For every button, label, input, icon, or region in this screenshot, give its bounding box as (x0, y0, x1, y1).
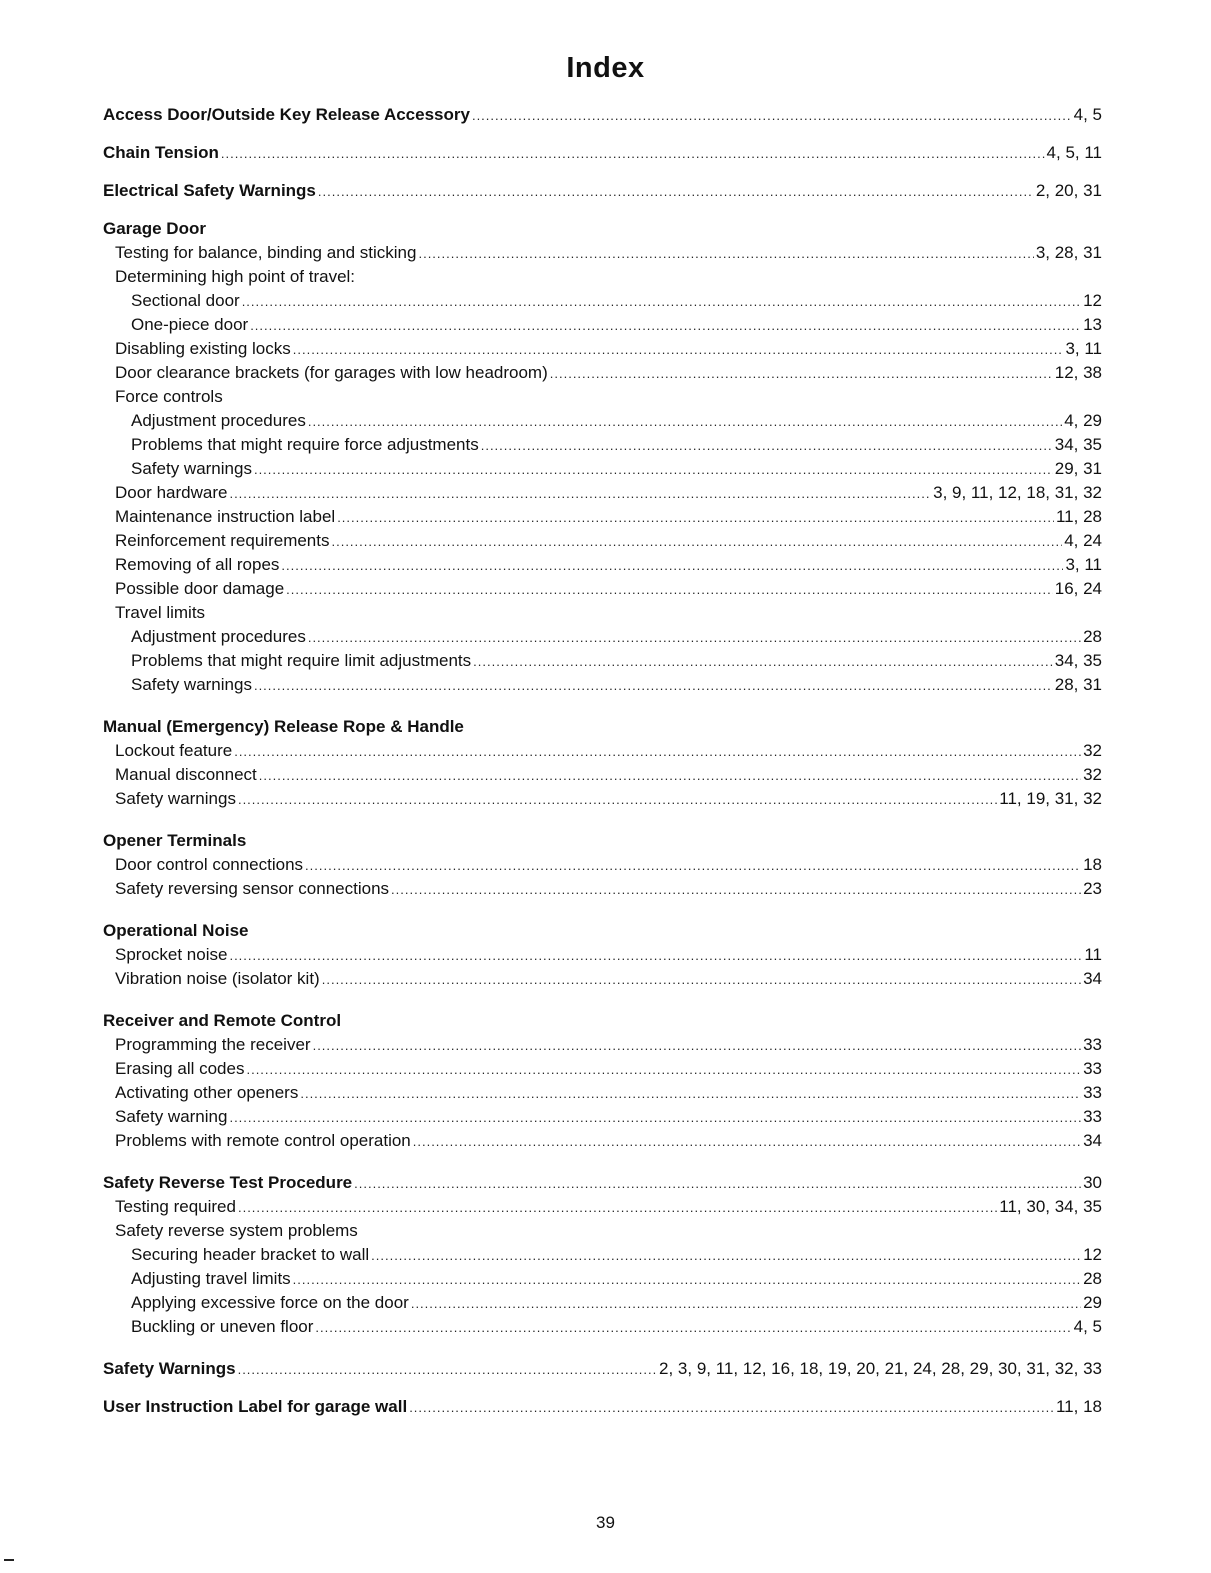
dot-leader (250, 314, 1081, 338)
index-section-user-instruction-label (103, 1395, 1102, 1419)
entry-label: Problems that might require force adjustments (131, 435, 479, 454)
entry-label: Activating other openers (115, 1083, 299, 1102)
index-section-opener-terminals (103, 829, 1102, 901)
index-entry (103, 967, 1102, 991)
dot-leader (371, 1244, 1081, 1268)
entry-pages: 34, 35 (1054, 651, 1102, 670)
entry-label: Vibration noise (isolator kit) (115, 969, 320, 988)
index-subheading (103, 1219, 1102, 1243)
entry-pages: 29 (1083, 1293, 1102, 1312)
section-heading: Receiver and Remote Control (103, 1011, 342, 1030)
entry-pages: 34 (1083, 1131, 1102, 1150)
entry-pages: 23 (1083, 879, 1102, 898)
dot-leader (337, 506, 1054, 530)
entry-pages: 32 (1083, 765, 1102, 784)
dot-leader (238, 1196, 997, 1220)
entry-pages: 34 (1083, 969, 1102, 988)
entry-label: Problems with remote control operation (115, 1131, 411, 1150)
index-section-manual-release (103, 715, 1102, 811)
entry-pages: 29, 31 (1054, 459, 1102, 478)
index-entry (103, 649, 1102, 673)
entry-pages: 3, 11 (1065, 555, 1102, 574)
index-entry (103, 1243, 1102, 1267)
index-entry (103, 179, 1102, 203)
entry-label: Buckling or uneven floor (131, 1317, 314, 1336)
index-entry (103, 1267, 1102, 1291)
index-entry (103, 337, 1102, 361)
section-heading: Garage Door (103, 219, 206, 238)
dot-leader (293, 1268, 1081, 1292)
index-entry (103, 505, 1102, 529)
dot-leader (293, 338, 1064, 362)
entry-label: Removing of all ropes (115, 555, 280, 574)
index-entry (103, 1129, 1102, 1153)
entry-pages: 11 (1084, 945, 1102, 964)
dot-leader (254, 458, 1053, 482)
entry-pages: 3, 11 (1065, 339, 1102, 358)
entry-pages: 28 (1083, 627, 1102, 646)
dot-leader (229, 1106, 1081, 1130)
section-heading: Manual (Emergency) Release Rope & Handle (103, 717, 464, 736)
index-entry (103, 361, 1102, 385)
entry-label: Safety Reverse Test Procedure (103, 1173, 353, 1192)
index-section-chain-tension (103, 141, 1102, 165)
dot-leader (354, 1172, 1081, 1196)
index-entry (103, 433, 1102, 457)
entry-label: Safety Warnings (103, 1359, 236, 1378)
entry-pages: 11, 18 (1055, 1397, 1102, 1416)
index-entry (103, 1057, 1102, 1081)
entry-label: Safety warnings (131, 459, 252, 478)
index-section-garage-door (103, 217, 1102, 697)
dot-leader (238, 788, 997, 812)
index-subheading (103, 385, 1102, 409)
dot-leader (254, 674, 1053, 698)
entry-pages: 30 (1083, 1173, 1102, 1192)
dot-leader (313, 1034, 1082, 1058)
entry-pages: 33 (1083, 1035, 1102, 1054)
dot-leader (418, 242, 1033, 266)
index-entry (103, 289, 1102, 313)
entry-label: Access Door/Outside Key Release Accessory (103, 105, 470, 124)
entry-pages: 12, 38 (1054, 363, 1102, 382)
scan-edge-mark (4, 1559, 14, 1561)
index-entry (103, 553, 1102, 577)
index-entry (103, 853, 1102, 877)
entry-label: Sectional door (131, 291, 240, 310)
index-section-safety-warnings (103, 1357, 1102, 1381)
index-entry (103, 241, 1102, 265)
index-section-receiver-remote (103, 1009, 1102, 1153)
entry-pages: 4, 24 (1064, 531, 1102, 550)
dot-leader (229, 482, 931, 506)
entry-label: One-piece door (131, 315, 249, 334)
entry-label: Disabling existing locks (115, 339, 291, 358)
entry-label: Programming the receiver (115, 1035, 311, 1054)
entry-pages: 2, 3, 9, 11, 12, 16, 18, 19, 20, 21, 24, 28, 29, 30, 31, 32, 33 (659, 1359, 1102, 1378)
dot-leader (246, 1058, 1081, 1082)
entry-label: Determining high point of travel: (115, 267, 356, 286)
entry-label: Erasing all codes (115, 1059, 245, 1078)
dot-leader (242, 290, 1081, 314)
entry-pages: 4, 29 (1064, 411, 1102, 430)
index-entry (103, 739, 1102, 763)
index-section-operational-noise (103, 919, 1102, 991)
dot-leader (286, 578, 1053, 602)
index-entry (103, 673, 1102, 697)
dot-leader (550, 362, 1053, 386)
index-entry (103, 787, 1102, 811)
dot-leader (411, 1292, 1081, 1316)
entry-label: Travel limits (115, 603, 206, 622)
dot-leader (318, 180, 1034, 204)
dot-leader (238, 1358, 657, 1382)
index-entry (103, 577, 1102, 601)
entry-pages: 12 (1083, 1245, 1102, 1264)
entry-pages: 18 (1083, 855, 1102, 874)
index-entry (103, 1395, 1102, 1419)
index-list (103, 103, 1102, 1433)
entry-label: Adjusting travel limits (131, 1269, 291, 1288)
entry-label: Safety warnings (115, 789, 236, 808)
index-entry (103, 1081, 1102, 1105)
entry-label: Problems that might require limit adjustments (131, 651, 472, 670)
dot-leader (305, 854, 1081, 878)
dot-leader (481, 434, 1053, 458)
entry-pages: 11, 30, 34, 35 (999, 1197, 1102, 1216)
index-entry (103, 457, 1102, 481)
entry-pages: 2, 20, 31 (1035, 181, 1102, 200)
entry-pages: 3, 9, 11, 12, 18, 31, 32 (933, 483, 1102, 502)
dot-leader (315, 1316, 1071, 1340)
entry-label: Door clearance brackets (for garages with low headroom) (115, 363, 548, 382)
entry-label: Safety warnings (131, 675, 252, 694)
page-title: Index (566, 52, 645, 84)
dot-leader (473, 650, 1053, 674)
section-heading: Operational Noise (103, 921, 249, 940)
dot-leader (281, 554, 1063, 578)
index-section-safety-reverse (103, 1171, 1102, 1339)
entry-pages: 12 (1083, 291, 1102, 310)
entry-label: User Instruction Label for garage wall (103, 1397, 408, 1416)
section-heading: Opener Terminals (103, 831, 247, 850)
entry-pages: 34, 35 (1054, 435, 1102, 454)
index-entry (103, 943, 1102, 967)
index-subheading (103, 265, 1102, 289)
index-entry (103, 409, 1102, 433)
entry-label: Safety warning (115, 1107, 228, 1126)
entry-pages: 32 (1083, 741, 1102, 760)
dot-leader (234, 740, 1081, 764)
dot-leader (259, 764, 1081, 788)
index-entry (103, 103, 1102, 127)
index-entry (103, 1195, 1102, 1219)
dot-leader (413, 1130, 1081, 1154)
index-entry (103, 1291, 1102, 1315)
index-entry (103, 1171, 1102, 1195)
index-entry (103, 141, 1102, 165)
index-entry (103, 1105, 1102, 1129)
entry-label: Adjustment procedures (131, 411, 306, 430)
dot-leader (221, 142, 1045, 166)
index-section-access-door (103, 103, 1102, 127)
index-entry (103, 625, 1102, 649)
dot-leader (331, 530, 1062, 554)
entry-pages: 28, 31 (1054, 675, 1102, 694)
entry-label: Manual disconnect (115, 765, 257, 784)
dot-leader (308, 410, 1062, 434)
entry-label: Sprocket noise (115, 945, 228, 964)
entry-label: Chain Tension (103, 143, 219, 162)
index-section-electrical-safety (103, 179, 1102, 203)
entry-label: Reinforcement requirements (115, 531, 330, 550)
index-entry (103, 877, 1102, 901)
entry-label: Possible door damage (115, 579, 285, 598)
entry-label: Securing header bracket to wall (131, 1245, 370, 1264)
entry-pages: 11, 19, 31, 32 (999, 789, 1102, 808)
entry-pages: 4, 5, 11 (1046, 143, 1102, 162)
index-entry (103, 529, 1102, 553)
index-entry (103, 1315, 1102, 1339)
entry-pages: 28 (1083, 1269, 1102, 1288)
index-entry (103, 313, 1102, 337)
index-entry (103, 763, 1102, 787)
index-entry (103, 1033, 1102, 1057)
entry-label: Testing for balance, binding and sticking (115, 243, 417, 262)
index-entry (103, 1357, 1102, 1381)
entry-label: Lockout feature (115, 741, 233, 760)
dot-leader (300, 1082, 1081, 1106)
dot-leader (391, 878, 1081, 902)
entry-label: Force controls (115, 387, 223, 406)
entry-label: Adjustment procedures (131, 627, 306, 646)
entry-pages: 13 (1083, 315, 1102, 334)
entry-label: Safety reverse system problems (115, 1221, 358, 1240)
dot-leader (472, 104, 1072, 128)
entry-pages: 33 (1083, 1107, 1102, 1126)
entry-label: Maintenance instruction label (115, 507, 336, 526)
entry-pages: 16, 24 (1054, 579, 1102, 598)
entry-label: Door hardware (115, 483, 228, 502)
index-entry (103, 481, 1102, 505)
entry-label: Applying excessive force on the door (131, 1293, 409, 1312)
entry-pages: 33 (1083, 1083, 1102, 1102)
page-number: 39 (596, 1513, 615, 1532)
entry-label: Testing required (115, 1197, 236, 1216)
index-subheading (103, 601, 1102, 625)
entry-label: Safety reversing sensor connections (115, 879, 390, 898)
dot-leader (322, 968, 1081, 992)
entry-pages: 4, 5 (1073, 1317, 1102, 1336)
entry-pages: 33 (1083, 1059, 1102, 1078)
entry-pages: 3, 28, 31 (1035, 243, 1102, 262)
dot-leader (308, 626, 1081, 650)
entry-pages: 11, 28 (1055, 507, 1102, 526)
entry-label: Door control connections (115, 855, 304, 874)
entry-pages: 4, 5 (1073, 105, 1102, 124)
dot-leader (409, 1396, 1054, 1420)
dot-leader (229, 944, 1082, 968)
entry-label: Electrical Safety Warnings (103, 181, 316, 200)
